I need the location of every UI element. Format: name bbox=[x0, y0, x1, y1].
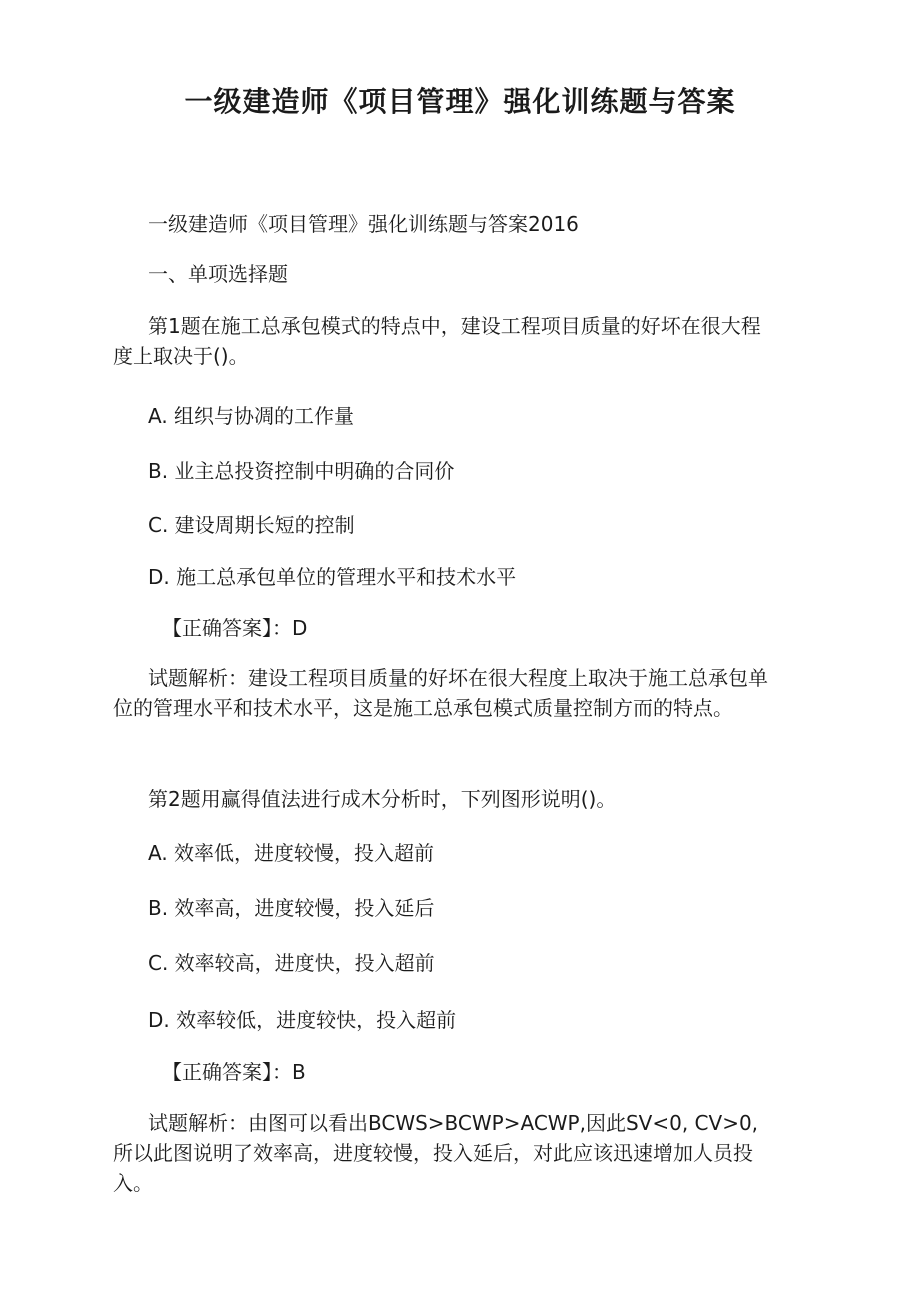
question-1-answer: 【正确答案】：D bbox=[162, 616, 308, 640]
question-1-option-c: C. 建设周期长短的控制 bbox=[148, 513, 355, 537]
question-2-stem: 第2题用赢得值法进行成木分析时，下列图形说明()。 bbox=[148, 787, 617, 811]
question-2-option-c: C. 效率较高，进度快，投入超前 bbox=[148, 951, 435, 975]
question-1-analysis: 试题解析：建设工程项目质量的好坏在很大程度上取决于施工总承包单位的管理水平和技术水平，这是施工总承包模式质量控制方而的特点。 bbox=[113, 666, 768, 720]
question-2-answer: 【正确答案】：B bbox=[162, 1060, 306, 1084]
document-title: 一级建造师《项目管理》强化训练题与答案 bbox=[184, 85, 736, 118]
question-1-stem: 第1题在施工总承包模式的特点中，建设工程项目质量的好坏在很大程度上取决于()。 bbox=[113, 314, 761, 368]
question-2-option-d: D. 效率较低，进度较快，投入超前 bbox=[148, 1008, 457, 1032]
question-1-option-d: D. 施工总承包单位的管理水平和技术水平 bbox=[148, 565, 517, 589]
question-2-option-b: B. 效率高，进度较慢，投入延后 bbox=[148, 896, 435, 920]
question-2-analysis: 试题解析：由图可以看出BCWS>BCWP>ACWP,因此SV<0, CV>0,所以此图说明了效率高，进度较慢，投入延后，对此应该迅速增加人员投入。 bbox=[113, 1111, 759, 1195]
question-1-option-a: A. 组织与协凋的工作量 bbox=[148, 404, 355, 428]
document-subtitle: 一级建造师《项目管理》强化训练题与答案2016 bbox=[148, 212, 579, 236]
question-2-option-a: A. 效率低，进度较慢，投入超前 bbox=[148, 841, 435, 865]
question-1-option-b: B. 业主总投资控制中明确的合同价 bbox=[148, 459, 455, 483]
section-heading: 一、单项选择题 bbox=[148, 262, 288, 286]
